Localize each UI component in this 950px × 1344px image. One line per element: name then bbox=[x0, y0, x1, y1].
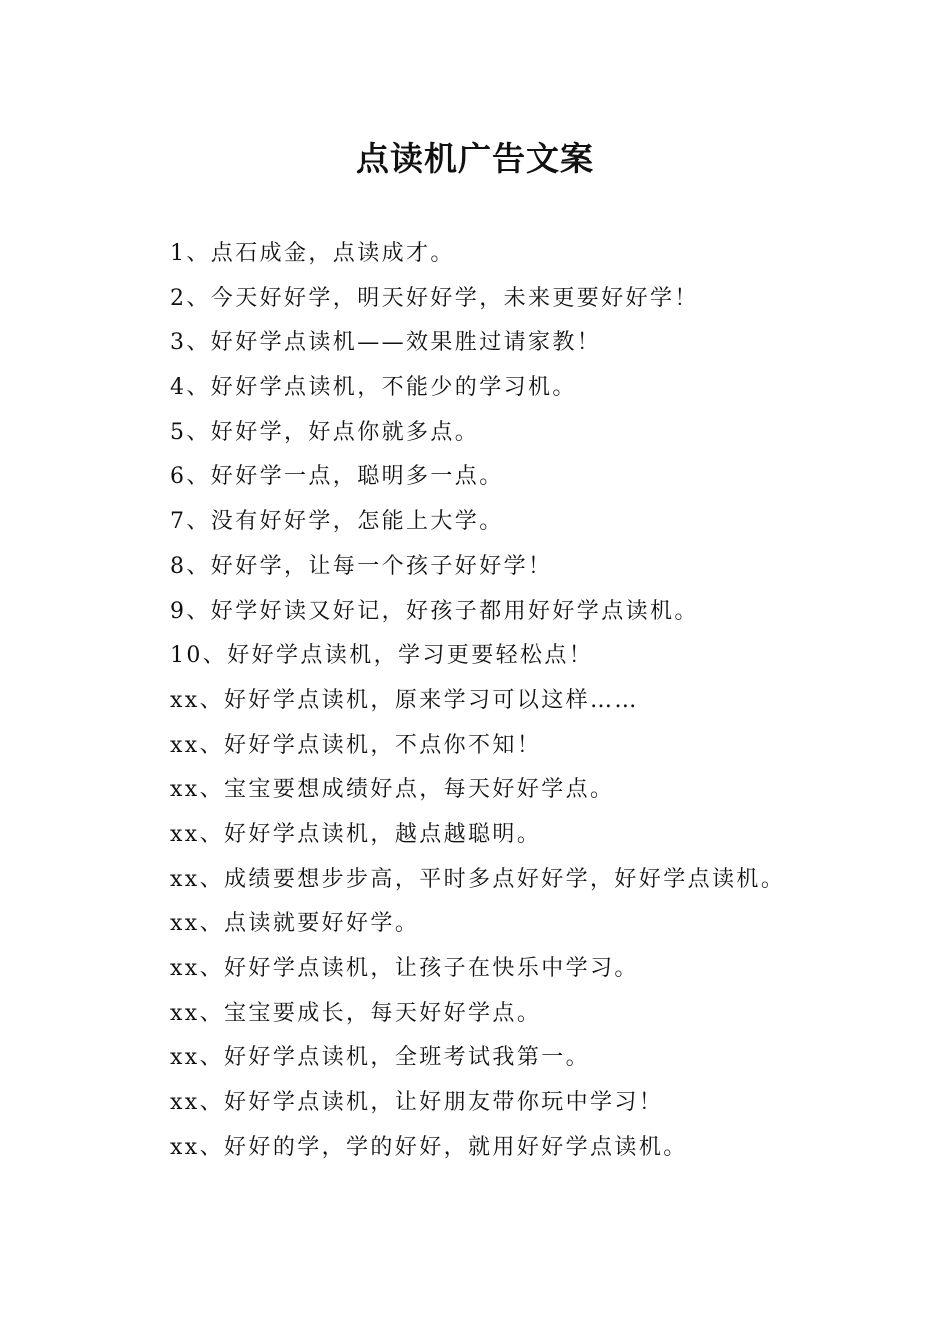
slogan-list bbox=[170, 232, 890, 1170]
list-item: 7、没有好好学，怎能上大学。 bbox=[170, 509, 504, 535]
list-item: 1、点石成金，点读成才。 bbox=[170, 241, 455, 266]
list-item: xx、成绩要想步步高，平时多点好好学，好好学点读机。 bbox=[170, 866, 786, 892]
list-item: 10、好好学点读机，学习更要轻松点！ bbox=[170, 643, 594, 669]
list-item: 5、好好学，好点你就多点。 bbox=[170, 419, 480, 445]
list-item: 4、好好学点读机，不能少的学习机。 bbox=[170, 375, 577, 401]
document-title: 点读机广告文案 bbox=[356, 139, 594, 178]
list-item: xx、好好学点读机，不点你不知！ bbox=[170, 732, 542, 758]
list-item: 9、好学好读又好记，好孩子都用好好学点读机。 bbox=[170, 598, 699, 624]
list-item: xx、好好学点读机，原来学习可以这样…… bbox=[170, 687, 639, 713]
list-item: xx、好好学点读机，让孩子在快乐中学习。 bbox=[170, 956, 639, 981]
list-item: xx、好好学点读机，越点越聪明。 bbox=[170, 821, 542, 847]
list-item: 6、好好学一点，聪明多一点。 bbox=[170, 464, 504, 490]
list-item: 8、好好学，让每一个孩子好好学！ bbox=[170, 553, 553, 579]
list-item: xx、宝宝要成长，每天好好学点。 bbox=[170, 1000, 542, 1026]
list-item: xx、宝宝要想成绩好点，每天好好学点。 bbox=[170, 777, 615, 803]
list-item: 3、好好学点读机——效果胜过请家教！ bbox=[170, 330, 602, 356]
list-item: xx、点读就要好好学。 bbox=[170, 911, 420, 937]
list-item: xx、好好学点读机，全班考试我第一。 bbox=[170, 1045, 591, 1071]
list-item: xx、好好的学，学的好好，就用好好学点读机。 bbox=[170, 1134, 688, 1160]
list-item: 2、今天好好学，明天好好学，未来更要好好学！ bbox=[170, 285, 699, 311]
list-item: xx、好好学点读机，让好朋友带你玩中学习！ bbox=[170, 1090, 664, 1116]
